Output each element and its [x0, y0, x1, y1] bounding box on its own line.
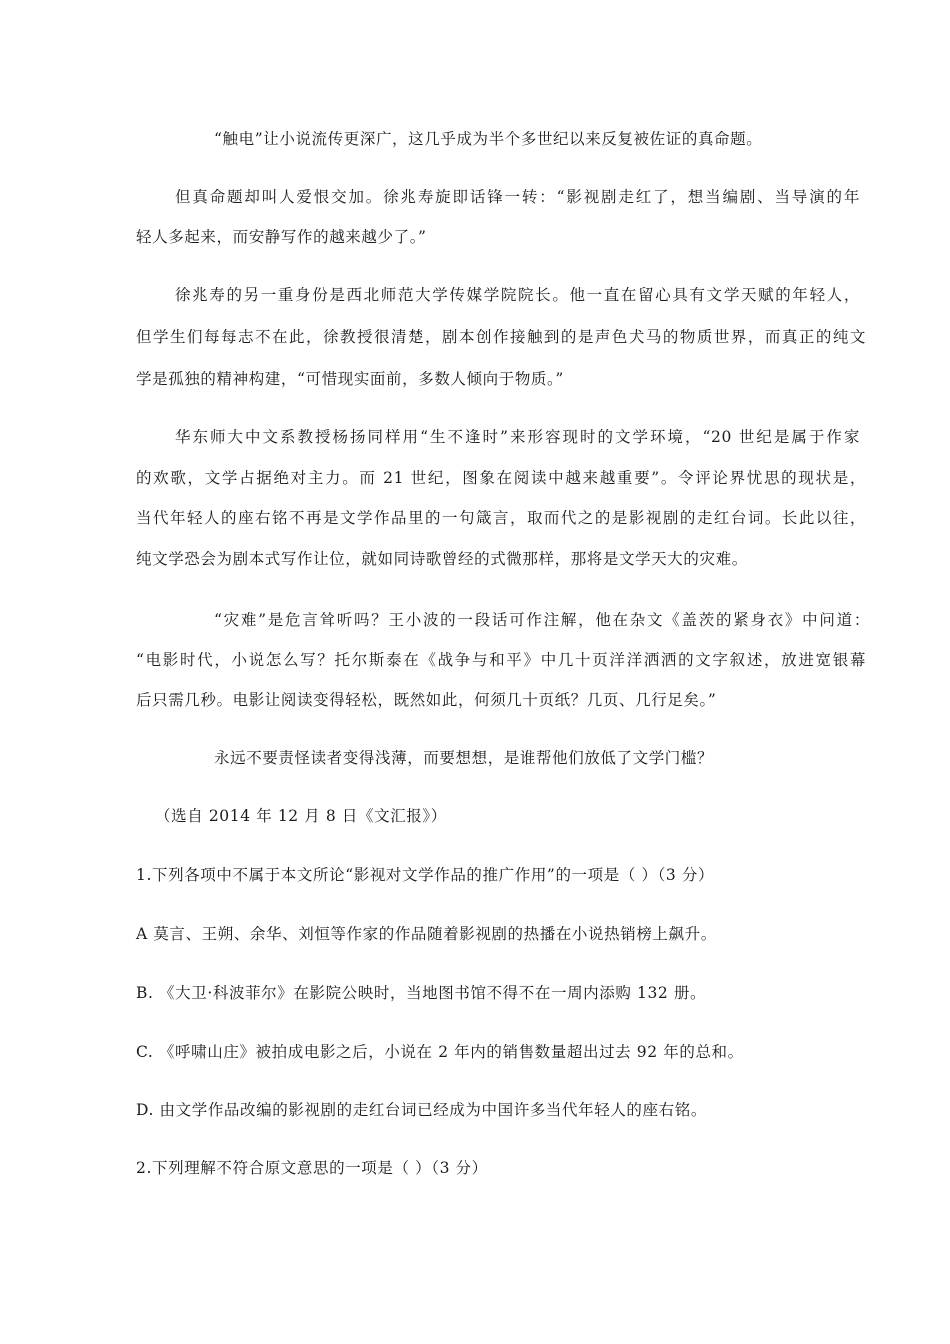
paragraph-4-line-1: 华东师大中文系教授杨扬同样用“生不逢时”来形容现时的文学环境，“20 世纪是属于作家 — [175, 428, 860, 446]
question-1-option-b: B. 《大卫·科波菲尔》在影院公映时，当地图书馆不得不在一周内添购 132 册。 — [136, 984, 707, 1002]
paragraph-3-line-2: 但学生们每每志不在此，徐教授很清楚，剧本创作接触到的是声色犬马的物质世界，而真正的纯文 — [136, 328, 866, 346]
source-citation: （选自 2014 年 12 月 8 日《文汇报》） — [155, 807, 447, 825]
paragraph-3-line-3: 学是孤独的精神构建，“可惜现实面前，多数人倾向于物质。” — [136, 370, 564, 388]
paragraph-2-line-1: 但真命题却叫人爱恨交加。徐兆寿旋即话锋一转：“影视剧走红了，想当编剧、当导演的年 — [175, 188, 860, 206]
paragraph-4-line-2: 的欢歌，文学占据绝对主力。而 21 世纪，图象在阅读中越来越重要”。令评论界忧思的现状是， — [136, 469, 866, 487]
paragraph-3-line-1: 徐兆寿的另一重身份是西北师范大学传媒学院院长。他一直在留心具有文学天赋的年轻人， — [175, 286, 860, 304]
paragraph-6-line-1: 永远不要责怪读者变得浅薄，而要想想，是谁帮他们放低了文学门槛？ — [214, 749, 714, 767]
question-1-option-a: A 莫言、王朔、余华、刘恒等作家的作品随着影视剧的热播在小说热销榜上飙升。 — [136, 925, 717, 943]
question-2-stem: 2.下列理解不符合原文意思的一项是（ ）（3 分） — [136, 1159, 488, 1177]
paragraph-4-line-4: 纯文学恐会为剧本式写作让位，就如同诗歌曾经的式微那样，那将是文学天大的灾难。 — [136, 550, 748, 568]
question-1-option-d: D. 由文学作品改编的影视剧的走红台词已经成为中国许多当代年轻人的座右铭。 — [136, 1101, 707, 1119]
paragraph-5-line-1: “灾难”是危言耸听吗？王小波的一段话可作注解，他在杂文《盖茨的紧身衣》中问道： — [214, 611, 870, 629]
paragraph-1-line-1: “触电”让小说流传更深广，这几乎成为半个多世纪以来反复被佐证的真命题。 — [214, 130, 763, 148]
question-1-option-c: C. 《呼啸山庄》被拍成电影之后，小说在 2 年内的销售数量超出过去 92 年的总和。 — [136, 1043, 744, 1061]
question-1-stem: 1.下列各项中不属于本文所论“影视对文学作品的推广作用”的一项是（ ）（3 分） — [136, 866, 715, 884]
paragraph-5-line-2: “电影时代，小说怎么写？托尔斯泰在《战争与和平》中几十页洋洋洒洒的文字叙述，放进宽银幕 — [136, 651, 866, 669]
paragraph-5-line-3: 后只需几秒。电影让阅读变得轻松，既然如此，何须几十页纸？几页、几行足矣。” — [136, 691, 717, 709]
paragraph-4-line-3: 当代年轻人的座右铭不再是文学作品里的一句箴言，取而代之的是影视剧的走红台词。长此以往， — [136, 509, 866, 527]
paragraph-2-line-2: 轻人多起来，而安静写作的越来越少了。” — [136, 228, 427, 246]
